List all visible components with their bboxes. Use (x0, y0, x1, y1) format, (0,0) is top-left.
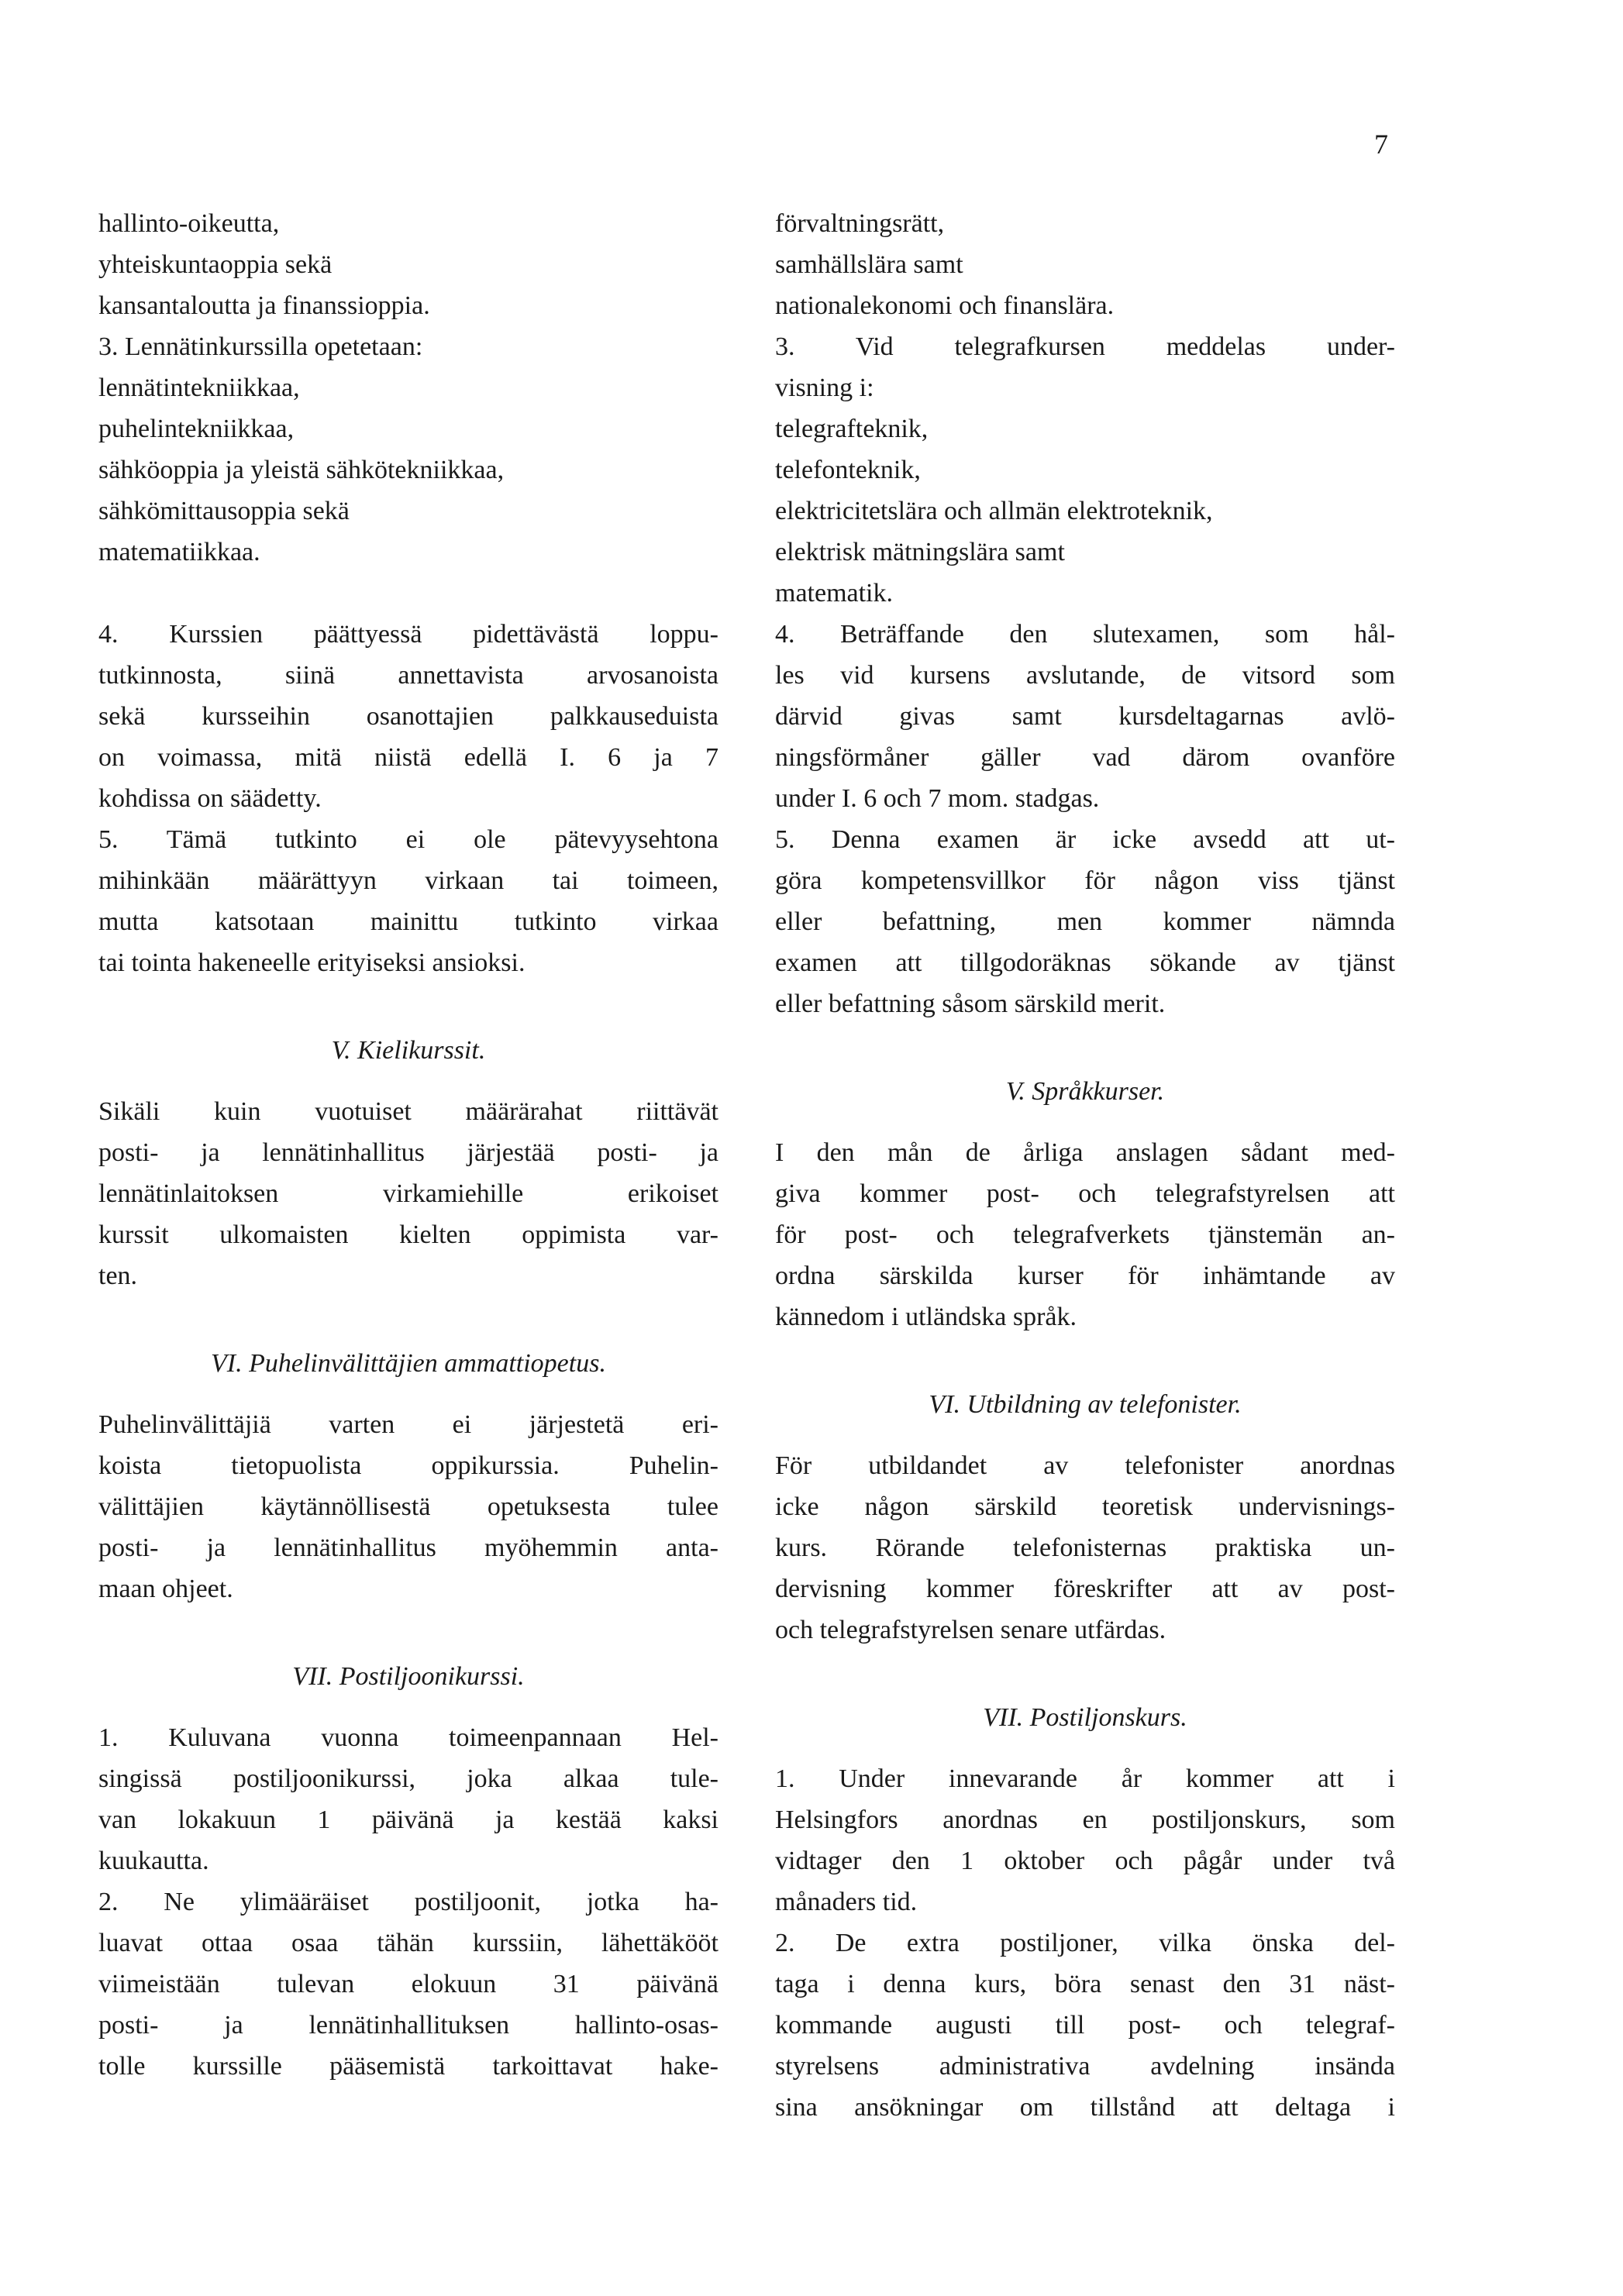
text-line: dervisning kommer föreskrifter att av post- (775, 1575, 1395, 1603)
text-line: välittäjien käytännöllisestä opetuksesta tulee (98, 1492, 718, 1521)
text-line: van lokakuun 1 päivänä ja kestää kaksi (98, 1805, 718, 1834)
text-line: mihinkään määrättyyn virkaan tai toimeen, (98, 866, 718, 895)
fi-item-3 (98, 326, 718, 573)
sv-item-5 (775, 819, 1395, 1024)
text-line: Helsingfors anordnas en postiljonskurs, som (775, 1805, 1395, 1834)
text-line: sina ansökningar om tillstånd att deltaga i (775, 2093, 1395, 2122)
text-line: kuukautta. (98, 1847, 209, 1875)
sv-intro (775, 203, 1395, 326)
sv-item-4 (775, 614, 1395, 819)
text-line: lennätinlaitoksen virkamiehille erikoiset (98, 1179, 718, 1208)
text-line: 5. Denna examen är icke avsedd att ut- (775, 825, 1395, 854)
text-line: 4. Kurssien päättyessä pidettävästä loppu- (98, 620, 718, 649)
text-line: sähköoppia ja yleistä sähkötekniikkaa, (98, 456, 505, 484)
text-line: tolle kurssille pääsemistä tarkoittavat hake- (98, 2052, 718, 2081)
sv-section-7-item-2 (775, 1923, 1395, 2128)
text-line: matematik. (775, 579, 894, 608)
text-line: koista tietopuolista oppikurssia. Puhelin- (98, 1451, 718, 1480)
text-line: tutkinnosta, siinä annettavista arvosanoista (98, 661, 718, 690)
text-line: styrelsens administrativa avdelning insända (775, 2052, 1395, 2081)
text-line: kansantaloutta ja finanssioppia. (98, 291, 430, 320)
text-line: månaders tid. (775, 1888, 918, 1916)
text-line: hallinto-oikeutta, (98, 209, 280, 238)
sv-section-7-item-1 (775, 1758, 1395, 1923)
text-line: kurssit ulkomaisten kielten oppimista var- (98, 1220, 718, 1249)
section-heading: VI. Utbildning av telefonister. (929, 1390, 1242, 1419)
text-line: För utbildandet av telefonister anordnas (775, 1451, 1395, 1480)
fi-intro (98, 203, 718, 326)
text-line: ningsförmåner gäller vad därom ovanföre (775, 743, 1395, 772)
text-line: 2. Ne ylimääräiset postiljoonit, jotka ha- (98, 1888, 718, 1916)
text-line: 3. Lennätinkurssilla opetetaan: (98, 332, 423, 361)
text-line: Sikäli kuin vuotuiset määrärahat riittävät (98, 1097, 718, 1126)
fi-item-4 (98, 614, 718, 819)
text-line: singissä postiljoonikurssi, joka alkaa tule- (98, 1764, 718, 1793)
text-line: icke någon särskild teoretisk undervisnings- (775, 1492, 1395, 1521)
text-line: vidtager den 1 oktober och pågår under två (775, 1847, 1395, 1875)
text-line: därvid givas samt kursdeltagarnas avlö- (775, 702, 1395, 731)
text-line: puhelintekniikkaa, (98, 415, 295, 443)
text-line: matematiikkaa. (98, 538, 260, 566)
swedish-column (775, 203, 1395, 2128)
text-line: 3. Vid telegrafkursen meddelas under- (775, 332, 1395, 361)
page-number: 7 (1374, 129, 1388, 160)
text-line: mutta katsotaan mainittu tutkinto virkaa (98, 907, 718, 936)
text-line: sekä kursseihin osanottajien palkkauseduista (98, 702, 718, 731)
text-line: posti- ja lennätinhallitus myöhemmin anta- (98, 1534, 718, 1562)
section-heading: V. Språkkurser. (1005, 1077, 1165, 1106)
text-line: ordna särskilda kurser för inhämtande av (775, 1262, 1395, 1290)
text-line: 2. De extra postiljoner, vilka önska del- (775, 1929, 1395, 1957)
text-line: kohdissa on säädetty. (98, 784, 322, 813)
text-line: kommande augusti till post- och telegraf- (775, 2011, 1395, 2040)
sv-section-6-body (775, 1445, 1395, 1651)
text-line: viimeistään tulevan elokuun 31 päivänä (98, 1970, 718, 1998)
text-line: kännedom i utländska språk. (775, 1303, 1077, 1331)
text-line: tai tointa hakeneelle erityiseksi ansioksi. (98, 948, 525, 977)
section-heading: VI. Puhelinvälittäjien ammattiopetus. (211, 1349, 606, 1378)
text-line: telegrafteknik, (775, 415, 929, 443)
text-line: visning i: (775, 373, 874, 402)
text-line: giva kommer post- och telegrafstyrelsen att (775, 1179, 1395, 1208)
fi-item-5 (98, 819, 718, 983)
fi-section-5-body (98, 1091, 718, 1296)
text-line: sähkömittausoppia sekä (98, 497, 350, 525)
text-line: elektricitetslära och allmän elektroteknik, (775, 497, 1213, 525)
text-line: samhällslära samt (775, 250, 963, 279)
text-line: examen att tillgodoräknas sökande av tjänst (775, 948, 1395, 977)
text-line: för post- och telegrafverkets tjänstemän an- (775, 1220, 1395, 1249)
fi-section-7-item-1 (98, 1717, 718, 1881)
text-line: 1. Kuluvana vuonna toimeenpannaan Hel- (98, 1723, 718, 1752)
sv-item-3 (775, 326, 1395, 614)
text-line: eller befattning, men kommer nämnda (775, 907, 1395, 936)
text-line: elektrisk mätningslära samt (775, 538, 1065, 566)
text-line: telefonteknik, (775, 456, 921, 484)
text-line: 1. Under innevarande år kommer att i (775, 1764, 1395, 1793)
text-line: 4. Beträffande den slutexamen, som hål- (775, 620, 1395, 649)
text-line: eller befattning såsom särskild merit. (775, 990, 1166, 1018)
text-line: lennätintekniikkaa, (98, 373, 300, 402)
text-line: on voimassa, mitä niistä edellä I. 6 ja 7 (98, 743, 718, 772)
text-line: luavat ottaa osaa tähän kurssiin, lähettäkööt (98, 1929, 718, 1957)
text-line: Puhelinvälittäjiä varten ei järjestetä eri- (98, 1410, 718, 1439)
text-line: posti- ja lennätinhallitus järjestää posti- ja (98, 1138, 718, 1167)
section-heading: VII. Postiljonskurs. (983, 1703, 1187, 1732)
text-line: under I. 6 och 7 mom. stadgas. (775, 784, 1100, 813)
text-line: förvaltningsrätt, (775, 209, 945, 238)
fi-section-6-body (98, 1404, 718, 1609)
section-heading: VII. Postiljoonikurssi. (292, 1662, 525, 1691)
text-line: maan ohjeet. (98, 1575, 233, 1603)
text-line: ten. (98, 1262, 138, 1290)
text-line: taga i denna kurs, böra senast den 31 näst- (775, 1970, 1395, 1998)
text-line: posti- ja lennätinhallituksen hallinto-osas- (98, 2011, 718, 2040)
text-line: 5. Tämä tutkinto ei ole pätevyysehtona (98, 825, 718, 854)
fi-section-7-item-2 (98, 1881, 718, 2087)
section-heading: V. Kielikurssit. (331, 1036, 486, 1065)
text-line: les vid kursens avslutande, de vitsord som (775, 661, 1395, 690)
text-line: göra kompetensvillkor för någon viss tjänst (775, 866, 1395, 895)
text-line: I den mån de årliga anslagen sådant med- (775, 1138, 1395, 1167)
text-line: och telegrafstyrelsen senare utfärdas. (775, 1616, 1166, 1644)
sv-section-5-body (775, 1132, 1395, 1337)
finnish-column (98, 203, 718, 2087)
text-line: yhteiskuntaoppia sekä (98, 250, 333, 279)
text-line: nationalekonomi och finanslära. (775, 291, 1115, 320)
text-line: kurs. Rörande telefonisternas praktiska un- (775, 1534, 1395, 1562)
